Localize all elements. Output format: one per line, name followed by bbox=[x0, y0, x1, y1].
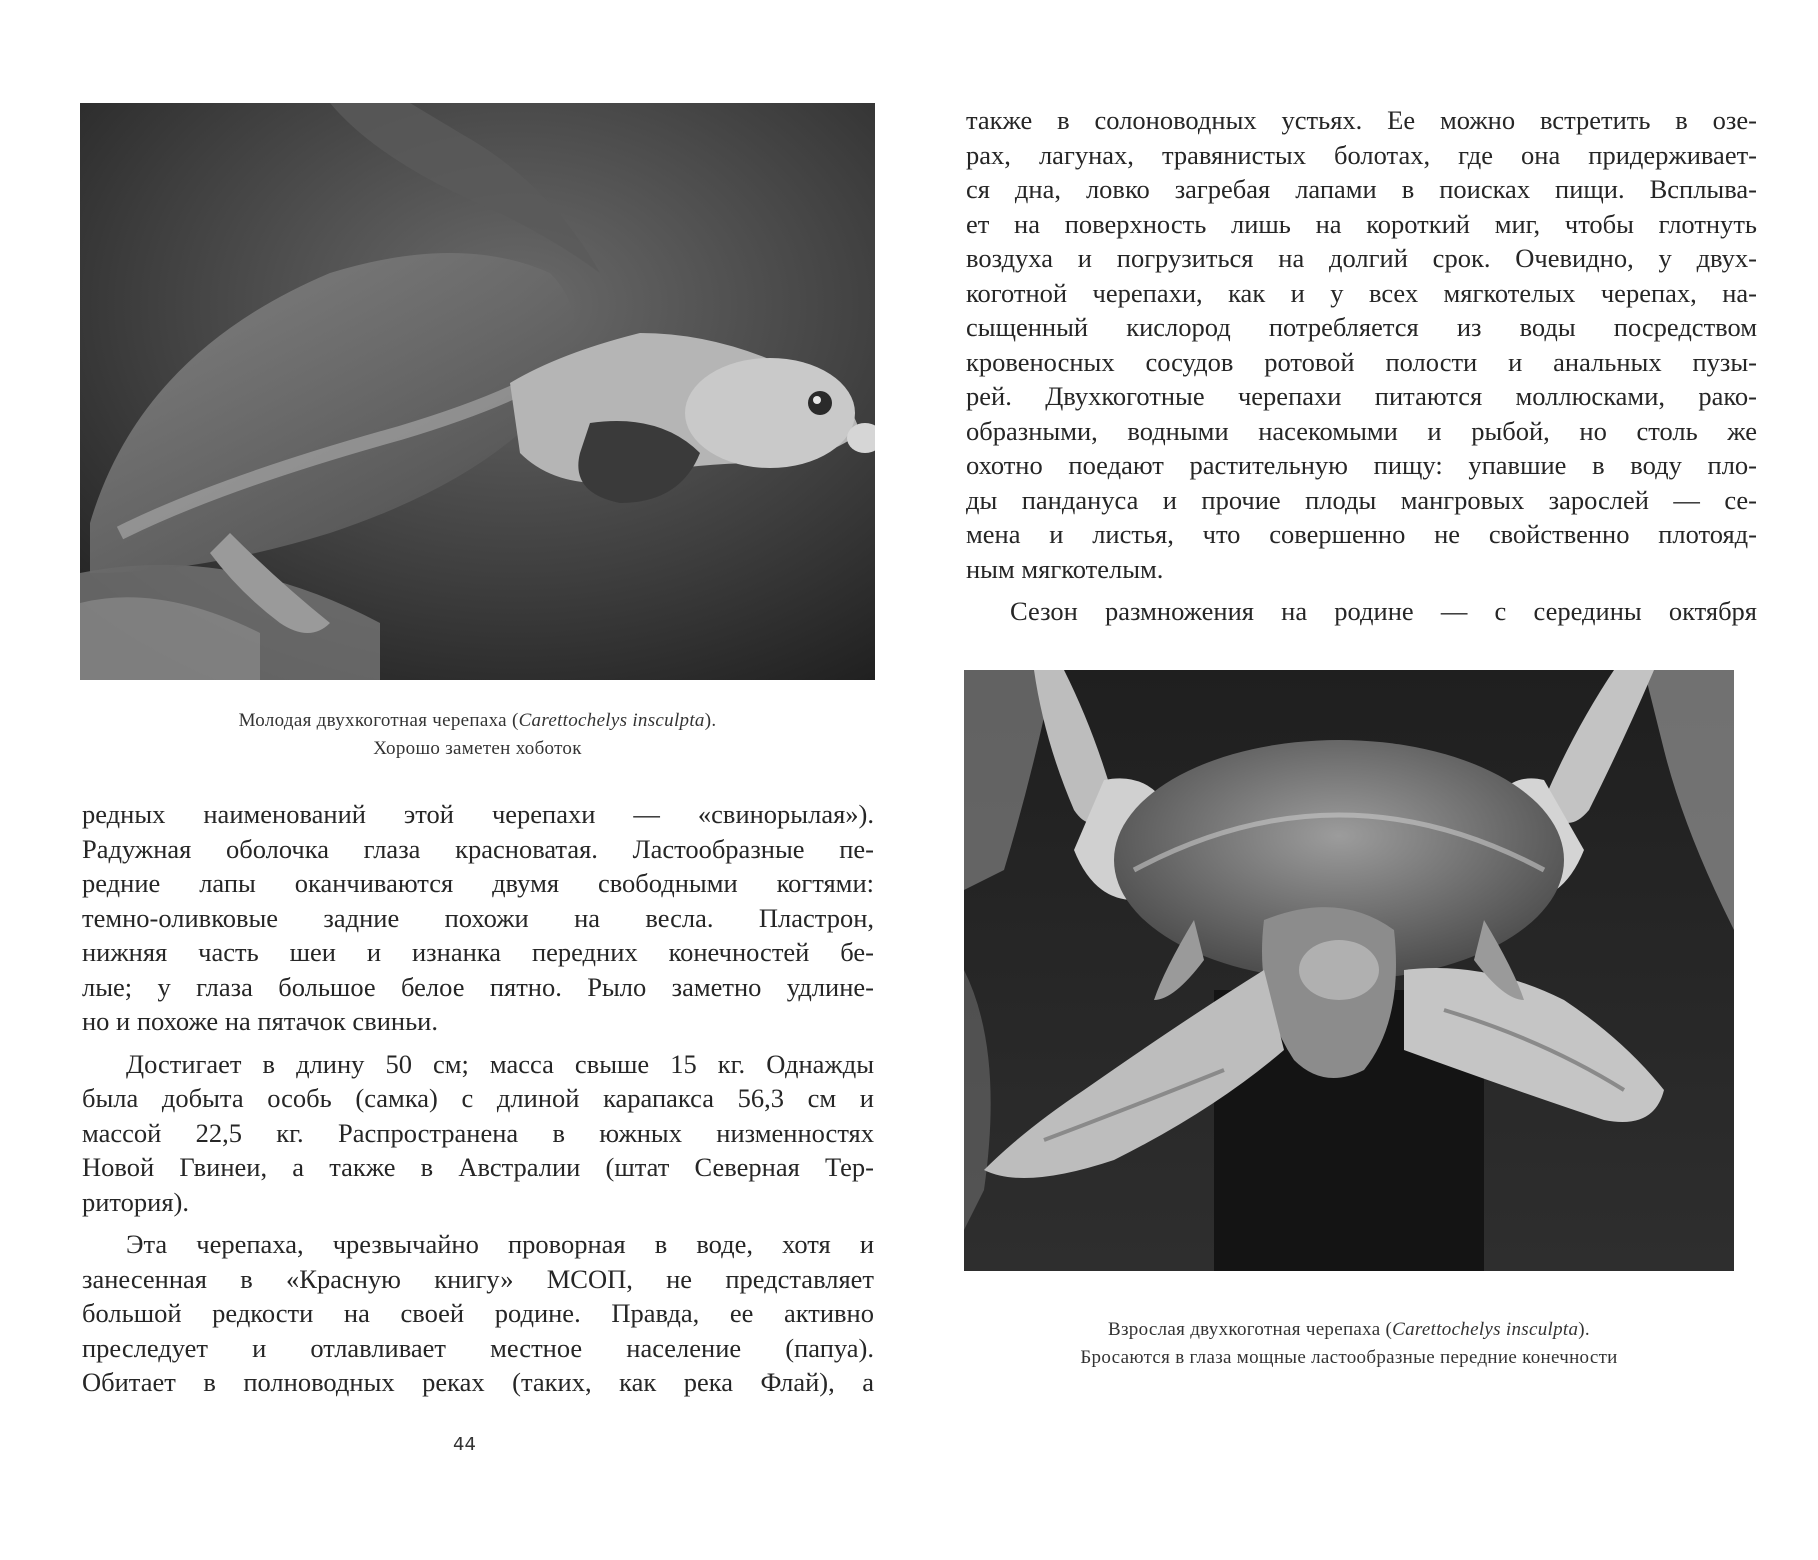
text-line: но и похоже на пятачок свиньи. bbox=[82, 1006, 438, 1036]
right-caption-line-2: Бросаются в глаза мощные ластообразные передние конечности bbox=[1080, 1347, 1618, 1368]
text-line: массой 22,5 кг. Распространена в южных низменностях bbox=[82, 1117, 874, 1148]
text-line: занесенная в «Красную книгу» МСОП, не представляет bbox=[82, 1263, 874, 1294]
text-line: воздуха и погрузиться на долгий срок. Очевидно, у двух- bbox=[966, 243, 1757, 273]
text-line: кровеносных сосудов ротовой полости и анальных пузы- bbox=[966, 346, 1757, 377]
left-caption-latin: Carettochelys insculpta bbox=[518, 710, 705, 731]
text-line: рах, лагунах, травянистых болотах, где она придерживает- bbox=[966, 139, 1757, 170]
adult-turtle-photo bbox=[964, 670, 1734, 1271]
text-line: ды пандануса и прочие плоды мангровых зарослей — се- bbox=[966, 484, 1757, 515]
text-line: Эта черепаха, чрезвычайно проворная в воде, хотя и bbox=[126, 1229, 874, 1259]
text-line: ет на поверхность лишь на короткий миг, чтобы глотнуть bbox=[966, 208, 1757, 239]
text-line: образными, водными насекомыми и рыбой, но столь же bbox=[966, 415, 1757, 446]
text-line: Новой Гвинеи, а также в Австралии (штат Северная Тер- bbox=[82, 1152, 874, 1182]
text-line: рей. Двухкоготные черепахи питаются моллюсками, рако- bbox=[966, 381, 1757, 411]
text-line: преследует и отлавливает местное население (папуа). bbox=[82, 1332, 874, 1363]
page-number: 44 bbox=[453, 1434, 476, 1455]
text-line: редние лапы оканчиваются двумя свободными когтями: bbox=[82, 868, 874, 898]
text-line: Достигает в длину 50 см; масса свыше 15 кг. Однажды bbox=[126, 1048, 874, 1079]
text-line: также в солоноводных устьях. Ее можно встретить в озе- bbox=[966, 105, 1757, 135]
text-line: Сезон размножения на родине — с середины октября bbox=[1010, 596, 1757, 626]
text-line: редных наименований этой черепахи — «свинорылая»). bbox=[82, 799, 874, 829]
text-line: коготной черепахи, как и у всех мягкотелых черепах, на- bbox=[966, 277, 1757, 308]
left-photo-caption bbox=[80, 707, 875, 763]
young-turtle-photo bbox=[80, 103, 875, 680]
text-line: ритория). bbox=[82, 1186, 189, 1217]
text-line: нижняя часть шеи и изнанка передних конечностей бе- bbox=[82, 937, 874, 967]
left-body-text bbox=[82, 797, 874, 1408]
text-line: ся дна, ловко загребая лапами в поисках пищи. Всплыва- bbox=[966, 174, 1757, 204]
text-line: Радужная оболочка глаза красноватая. Ластообразные пе- bbox=[82, 833, 874, 864]
text-line: мена и листья, что совершенно не свойственно плотояд- bbox=[966, 519, 1757, 549]
right-paragraph-1 bbox=[966, 103, 1757, 586]
text-line: большой редкости на своей родине. Правда, ее активно bbox=[82, 1298, 874, 1328]
right-caption-latin: Carettochelys insculpta bbox=[1392, 1319, 1579, 1340]
right-paragraph-2 bbox=[966, 594, 1757, 629]
text-line: сыщенный кислород потребляется из воды посредством bbox=[966, 312, 1757, 342]
text-line: лые; у глаза большое белое пятно. Рыло заметно удлине- bbox=[82, 971, 874, 1002]
left-caption-line-2: Хорошо заметен хоботок bbox=[373, 738, 582, 759]
left-paragraph-2 bbox=[82, 1047, 874, 1220]
right-photo-caption bbox=[939, 1316, 1759, 1372]
text-line: темно-оливковые задние похожи на весла. Пластрон, bbox=[82, 902, 874, 933]
right-page bbox=[909, 0, 1818, 1560]
right-caption-line-1: Взрослая двухкоготная черепаха (Carettochelys insculpta). bbox=[1108, 1319, 1590, 1340]
text-line: Обитает в полноводных реках (таких, как река Флай), а bbox=[82, 1367, 874, 1397]
text-line: была добыта особь (самка) с длиной карапакса 56,3 см и bbox=[82, 1083, 874, 1113]
left-paragraph-1 bbox=[82, 797, 874, 1039]
right-body-text bbox=[966, 103, 1757, 637]
left-paragraph-3 bbox=[82, 1227, 874, 1400]
text-line: охотно поедают растительную пищу: упавшие в воду пло- bbox=[966, 450, 1757, 480]
left-caption-line-1: Молодая двухкоготная черепаха (Carettochelys insculpta). bbox=[238, 710, 717, 731]
text-line: ным мягкотелым. bbox=[966, 553, 1164, 584]
